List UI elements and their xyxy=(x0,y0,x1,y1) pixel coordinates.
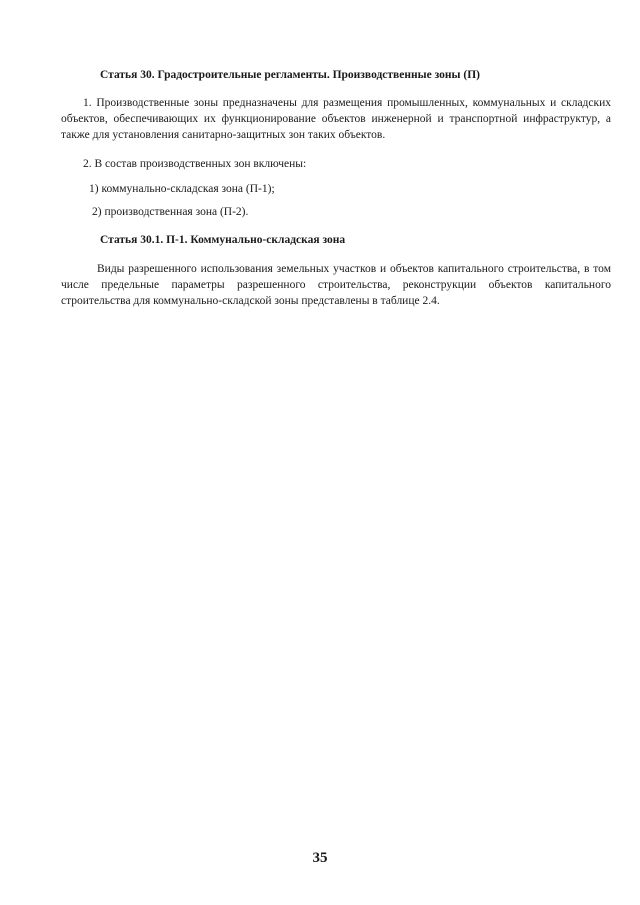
list-item-zone-p1: 1) коммунально-складская зона (П-1); xyxy=(89,183,275,195)
article-30-paragraph-1: 1. Производственные зоны предназначены для размещения промышленных, коммунальных и складских объектов, обеспечивающих их функционирование объектов инженерной и транспортной инфраструктур, а также для установления санитарно-защитных зон таких объектов. xyxy=(61,97,611,141)
article-30-paragraph-2: 2. В состав производственных зон включены: xyxy=(83,158,307,170)
page-number: 35 xyxy=(312,850,328,866)
list-item-zone-p2: 2) производственная зона (П-2). xyxy=(92,206,249,218)
article-30-1-paragraph-1: Виды разрешенного использования земельных участков и объектов капитального строительства, в том числе предельные параметры разрешенного строительства, реконструкции объектов капитального строительства для коммунально-складской зоны представлены в таблице 2.4. xyxy=(61,263,611,307)
article-30-title: Статья 30. Градостроительные регламенты. Производственные зоны (П) xyxy=(100,69,480,81)
article-30-1-title: Статья 30.1. П-1. Коммунально-складская зона xyxy=(100,234,346,246)
